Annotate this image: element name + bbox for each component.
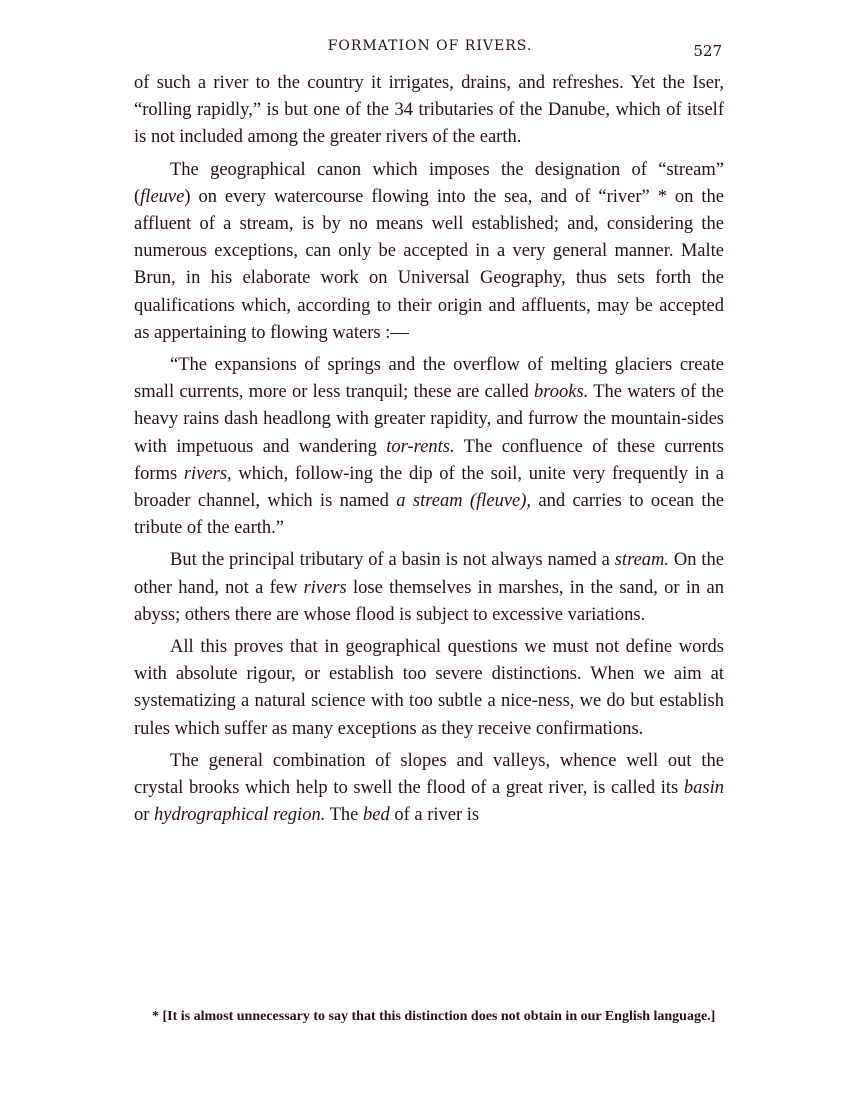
italic-text: stream. — [614, 550, 670, 571]
paragraph — [134, 70, 724, 152]
paragraph — [134, 547, 724, 629]
text-run: The waters of the heavy rains dash headlong with greater rapidity, and furrow the mountain-sides with impetuous and wandering — [134, 382, 724, 457]
text-run: of such a river to the country it irrigates, drains, and refreshes. Yet the Iser, “rolling rapidly,” is but one of the 34 tributaries of the Danube, which of itself is not included among the greater rivers of the earth. — [134, 73, 724, 148]
body-text — [134, 70, 724, 834]
italic-text: hydrographical region. — [154, 805, 326, 826]
italic-text: rivers, — [183, 463, 232, 484]
italic-text: a stream (fleuve), — [396, 491, 532, 512]
text-run: The — [325, 805, 364, 826]
text-run: and carries to ocean the tribute of the earth.” — [134, 491, 724, 539]
text-run: The geographical canon which imposes the designation of “stream” ( — [134, 159, 724, 207]
running-head: FORMATION OF RIVERS. — [327, 38, 533, 54]
text-run: which, follow-ing the dip of the soil, unite very frequently in a broader channel, which is named — [134, 463, 724, 512]
italic-text: tor-rents. — [386, 436, 455, 457]
text-run: But the principal tributary of a basin is not always named a — [170, 550, 615, 571]
page-header — [0, 36, 850, 60]
page-number: 527 — [693, 42, 722, 60]
text-run: “The expansions of springs and the overflow of melting glaciers create small currents, more or less tranquil; these are called — [134, 355, 724, 403]
text-run: lose themselves in marshes, in the sand, or in an abyss; others there are whose flood is subject to excessive variations. — [134, 577, 724, 625]
paragraph — [134, 352, 724, 542]
paragraph — [134, 634, 724, 743]
italic-text: bed — [363, 805, 390, 826]
italic-text: brooks. — [534, 382, 589, 403]
text-run: All this proves that in geographical questions we must not define words with absolute rigour, or establish too severe distinctions. When we aim at systematizing a natural science with too subtle a nice-ness, we do but establish rules which suffer as many exceptions as they receive confirmations. — [134, 637, 724, 739]
italic-text: rivers — [303, 577, 347, 598]
italic-text: basin — [683, 778, 724, 799]
paragraph — [134, 157, 724, 347]
text-run: The general combination of slopes and valleys, whence well out the crystal brooks which help to swell the flood of a great river, is called its — [134, 750, 724, 799]
text-run: ) on every watercourse flowing into the sea, and of “river” * on the affluent of a stream, is by no means well established; and, considering the numerous exceptions, can only be accepted in a very general manner. Malte Brun, in his elaborate work on Universal Geography, thus sets forth the qualifications which, according to their origin and affluents, may be accepted as appertaining to flowing waters :— — [134, 186, 724, 343]
text-run: On the other hand, not a few — [134, 550, 724, 598]
italic-text: fleuve — [140, 186, 185, 207]
footnote: * [It is almost unnecessary to say that this distinction does not obtain in our English language.] — [152, 1009, 716, 1024]
text-run: of a river is — [389, 805, 480, 826]
text-run: The confluence of these currents forms — [134, 436, 725, 484]
paragraph — [134, 748, 724, 830]
text-run: or — [134, 805, 155, 826]
